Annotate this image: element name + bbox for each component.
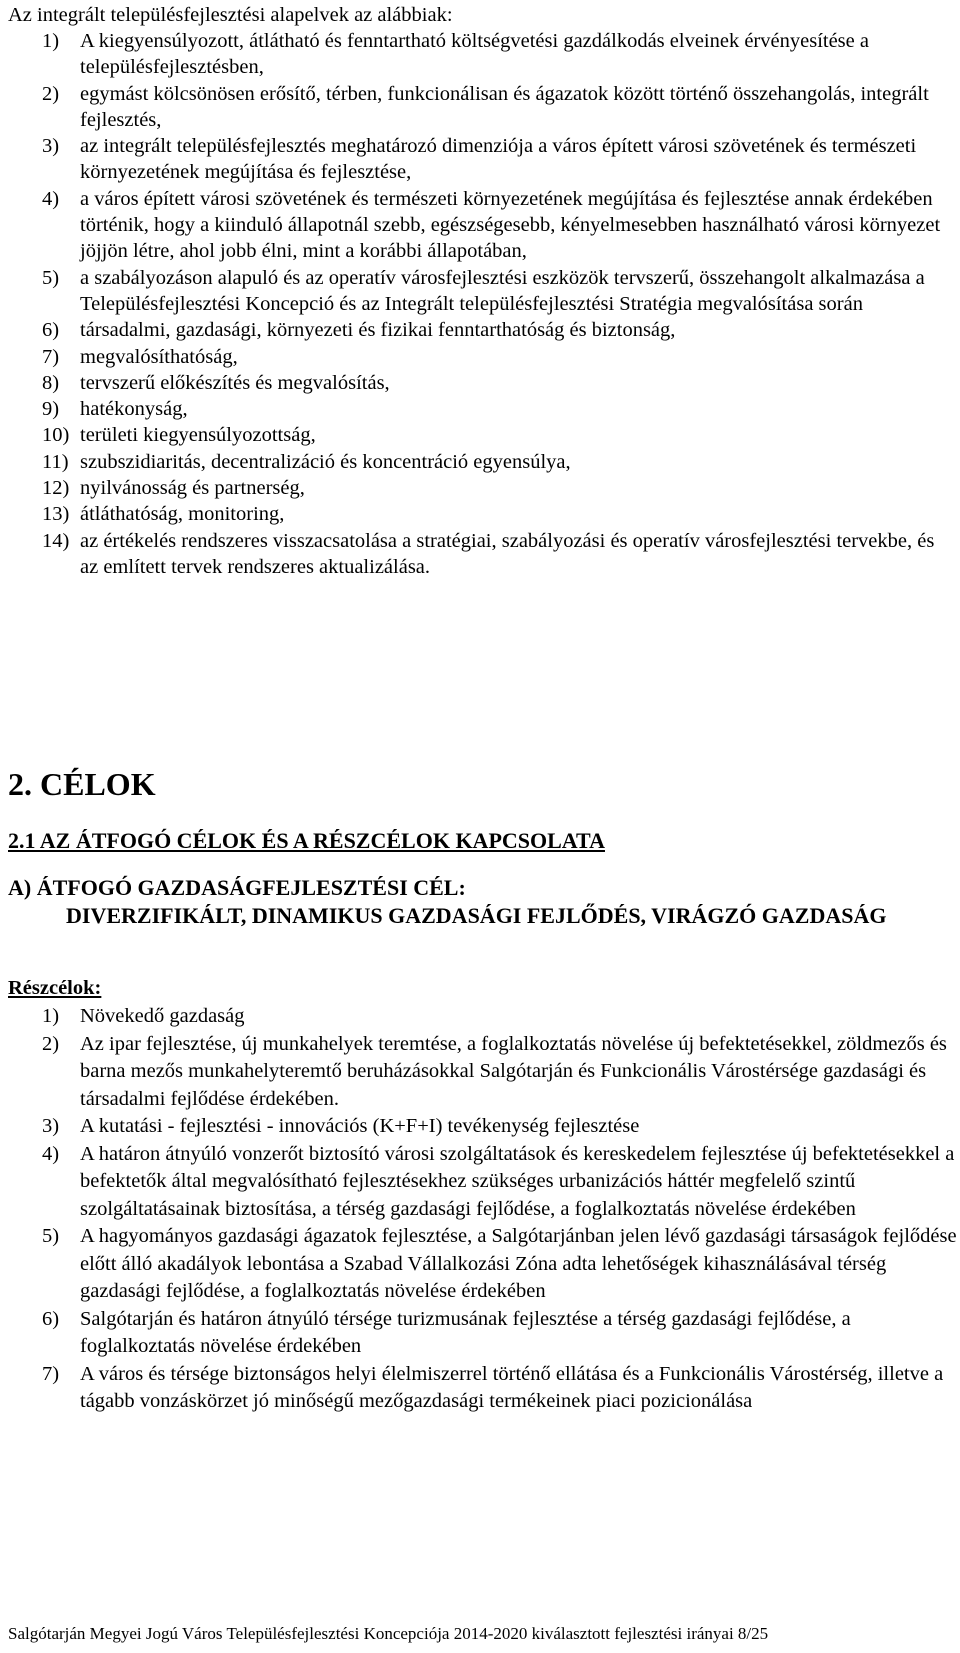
goal-heading: A) ÁTFOGÓ GAZDASÁGFEJLESZTÉSI CÉL: — [8, 875, 466, 900]
page-footer: Salgótarján Megyei Jogú Város Településfejlesztési Koncepciója 2014-2020 kiválasztott fejlesztési irányai 8/25 — [8, 1624, 769, 1643]
item-number: 5) — [42, 266, 60, 289]
list-item — [8, 1031, 958, 1114]
list-item — [8, 81, 952, 134]
item-number: 2) — [42, 82, 60, 105]
subgoals-list — [8, 1003, 958, 1416]
item-text: tervszerű előkészítés és megvalósítás, — [80, 371, 390, 394]
item-text: az értékelés rendszeres visszacsatolása a stratégiai, szabályozási és operatív városfejlesztési tervekbe, és az említett tervek rendszeres aktualizálása. — [80, 529, 935, 578]
item-number: 12) — [42, 477, 70, 500]
item-number: 10) — [42, 424, 70, 447]
list-item — [8, 1223, 958, 1306]
item-text: egymást kölcsönösen erősítő, térben, funkcionálisan és ágazatok között történő összehangolás, integrált fejlesztés, — [80, 82, 929, 131]
item-text: A hagyományos gazdasági ágazatok fejlesztése, a Salgótarjánban jelen lévő gazdasági társaságok fejlődése előtt álló akadályok lebontása a Szabad Vállalkozási Zóna adta lehetőségek kihasználásával térség gazdasági fejlődése, a foglalkoztatás növelése érdekében — [80, 1225, 957, 1302]
list-item — [8, 422, 952, 448]
item-text: átláthatóság, monitoring, — [80, 503, 285, 526]
item-text: a város épített városi szövetének és természeti környezetének megújítása és fejlesztése annak érdekében történik, hogy a kiinduló állapotnál szebb, egészségesebb, kényelmesebben használható városi környezet jöjjön létre, ahol jobb élni, mint a korábbi állapotában, — [80, 187, 941, 263]
item-number: 1) — [42, 1005, 60, 1027]
item-text: A kiegyensúlyozott, átlátható és fenntartható költségvetési gazdálkodás elveinek érvényesítése a településfejlesztésben, — [80, 30, 869, 79]
list-item — [8, 133, 952, 186]
list-item — [8, 1141, 958, 1224]
list-item — [8, 1113, 958, 1141]
list-item — [8, 396, 952, 422]
subgoals-label: Részcélok: — [8, 977, 102, 999]
item-text: területi kiegyensúlyozottság, — [80, 424, 316, 447]
list-item — [8, 186, 952, 265]
item-text: A város és térsége biztonságos helyi élelmiszerrel történő ellátása és a Funkcionális Várostérség, illetve a tágabb vonzáskörzet jó minőségű mezőgazdasági termékeinek piaci pozicionálása — [80, 1362, 944, 1412]
goal-title: DIVERZIFIKÁLT, DINAMIKUS GAZDASÁGI FEJLŐDÉS, VIRÁGZÓ GAZDASÁG — [66, 903, 887, 928]
section-heading-celok: 2. CÉLOK — [8, 766, 156, 802]
item-number: 13) — [42, 503, 70, 526]
list-item — [8, 344, 952, 370]
item-number: 7) — [42, 1362, 60, 1385]
principles-list — [8, 28, 952, 580]
item-number: 8) — [42, 371, 60, 394]
item-text: szubszidiaritás, decentralizáció és koncentráció egyensúlya, — [80, 450, 571, 473]
item-number: 6) — [42, 319, 60, 342]
list-item — [8, 1003, 958, 1031]
list-item — [8, 501, 952, 527]
item-number: 7) — [42, 345, 60, 368]
item-text: nyilvánosság és partnerség, — [80, 477, 305, 500]
intro-text: Az integrált településfejlesztési alapelvek az alábbiak: — [8, 4, 453, 26]
subsection-heading: 2.1 AZ ÁTFOGÓ CÉLOK ÉS A RÉSZCÉLOK KAPCSOLATA — [8, 828, 605, 853]
item-text: Salgótarján és határon átnyúló térsége turizmusának fejlesztése a térség gazdasági fejlődése, a foglalkoztatás növelése érdekében — [80, 1307, 851, 1357]
item-text: A kutatási - fejlesztési - innovációs (K+F+I) tevékenység fejlesztése — [80, 1115, 640, 1137]
item-text: társadalmi, gazdasági, környezeti és fizikai fenntarthatóság és biztonság, — [80, 319, 676, 342]
list-item — [8, 370, 952, 396]
item-number: 11) — [42, 450, 69, 473]
item-text: hatékonyság, — [80, 398, 188, 421]
item-number: 1) — [42, 30, 60, 52]
list-item — [8, 475, 952, 501]
list-item — [8, 317, 952, 343]
item-number: 6) — [42, 1307, 60, 1330]
list-item — [8, 1306, 958, 1361]
list-item — [8, 28, 952, 81]
item-number: 5) — [42, 1225, 60, 1247]
item-number: 2) — [42, 1032, 60, 1055]
list-item — [8, 1361, 958, 1416]
item-number: 14) — [42, 529, 70, 552]
item-text: Növekedő gazdaság — [80, 1005, 245, 1027]
list-item — [8, 449, 952, 475]
list-item — [8, 528, 952, 581]
item-text: az integrált településfejlesztés meghatározó dimenziója a város épített városi szövetének és természeti környezetének megújítása és fejlesztése, — [80, 135, 917, 184]
item-number: 4) — [42, 1142, 60, 1165]
item-text: A határon átnyúló vonzerőt biztosító városi szolgáltatások és kereskedelem fejlesztése új befektetésekkel a befektetők által megvalósítható fejlesztésekhez szükséges urbanizációs háttér megfelelő szintű szolgáltatásainak biztosítása, a térség gazdasági fejlődése, a foglalkoztatás növelése érdekében — [80, 1142, 955, 1220]
item-text: a szabályozáson alapuló és az operatív városfejlesztési eszközök tervszerű, összehangolt alkalmazása a Településfejlesztési Koncepció és az Integrált településfejlesztési Stratégia megvalósítása során — [80, 266, 925, 315]
item-number: 3) — [42, 135, 60, 158]
list-item — [8, 265, 952, 318]
item-number: 9) — [42, 398, 60, 421]
item-text: Az ipar fejlesztése, új munkahelyek teremtése, a foglalkoztatás növelése új befektetésekkel, zöldmezős és barna mezős munkahelyteremtő beruházásokkal Salgótarján és Funkcionális Várostérsége gazdasági és társadalmi fejlődése érdekében. — [80, 1032, 947, 1110]
item-number: 3) — [42, 1115, 60, 1137]
item-number: 4) — [42, 187, 60, 210]
item-text: megvalósíthatóság, — [80, 345, 238, 368]
